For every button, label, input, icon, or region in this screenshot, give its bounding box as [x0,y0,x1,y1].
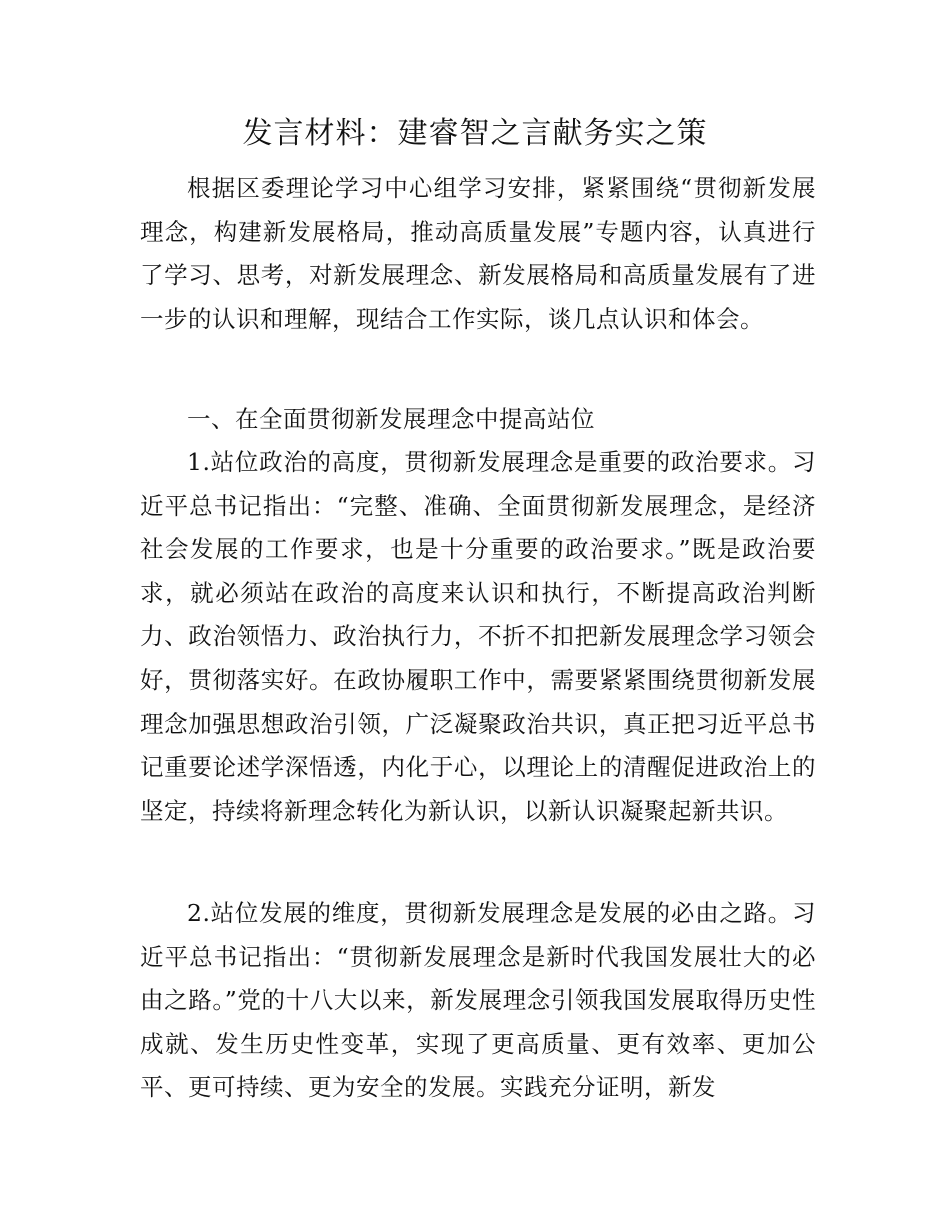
body-paragraph-item-1: 1.站位政治的高度，贯彻新发展理念是重要的政治要求。习近平总书记指出：“完整、准确、全面贯彻新发展理念，是经济社会发展的工作要求，也是十分重要的政治要求。”既是政治要求，就必须站在政治的高度来认识和执行，不断提高政治判断力、政治领悟力、政治执行力，不折不扣把新发展理念学习领会好，贯彻落实好。在政协履职工作中，需要紧紧围绕贯彻新发展理念加强思想政治引领，广泛凝聚政治共识，真正把习近平总书记重要论述学深悟透，内化于心，以理论上的清醒促进政治上的坚定，持续将新理念转化为新认识，以新认识凝聚起新共识。 [140,448,816,825]
section-heading: 一、在全面贯彻新发展理念中提高站位 [187,405,595,433]
intro-paragraph: 根据区委理论学习中心组学习安排，紧紧围绕“贯彻新发展理念，构建新发展格局，推动高质量发展”专题内容，认真进行了学习、思考，对新发展理念、新发展格局和高质量发展有了进一步的认识和理解，现结合工作实际，谈几点认识和体会。 [140,174,816,333]
document-title: 发言材料：建睿智之言献务实之策 [242,116,708,151]
body-paragraph-item-2: 2.站位发展的维度，贯彻新发展理念是发展的必由之路。习近平总书记指出：“贯彻新发展理念是新时代我国发展壮大的必由之路。”党的十八大以来，新发展理念引领我国发展取得历史性成就、发生历史性变革，实现了更高质量、更有效率、更加公平、更可持续、更为安全的发展。实践充分证明，新发 [140,899,816,1102]
